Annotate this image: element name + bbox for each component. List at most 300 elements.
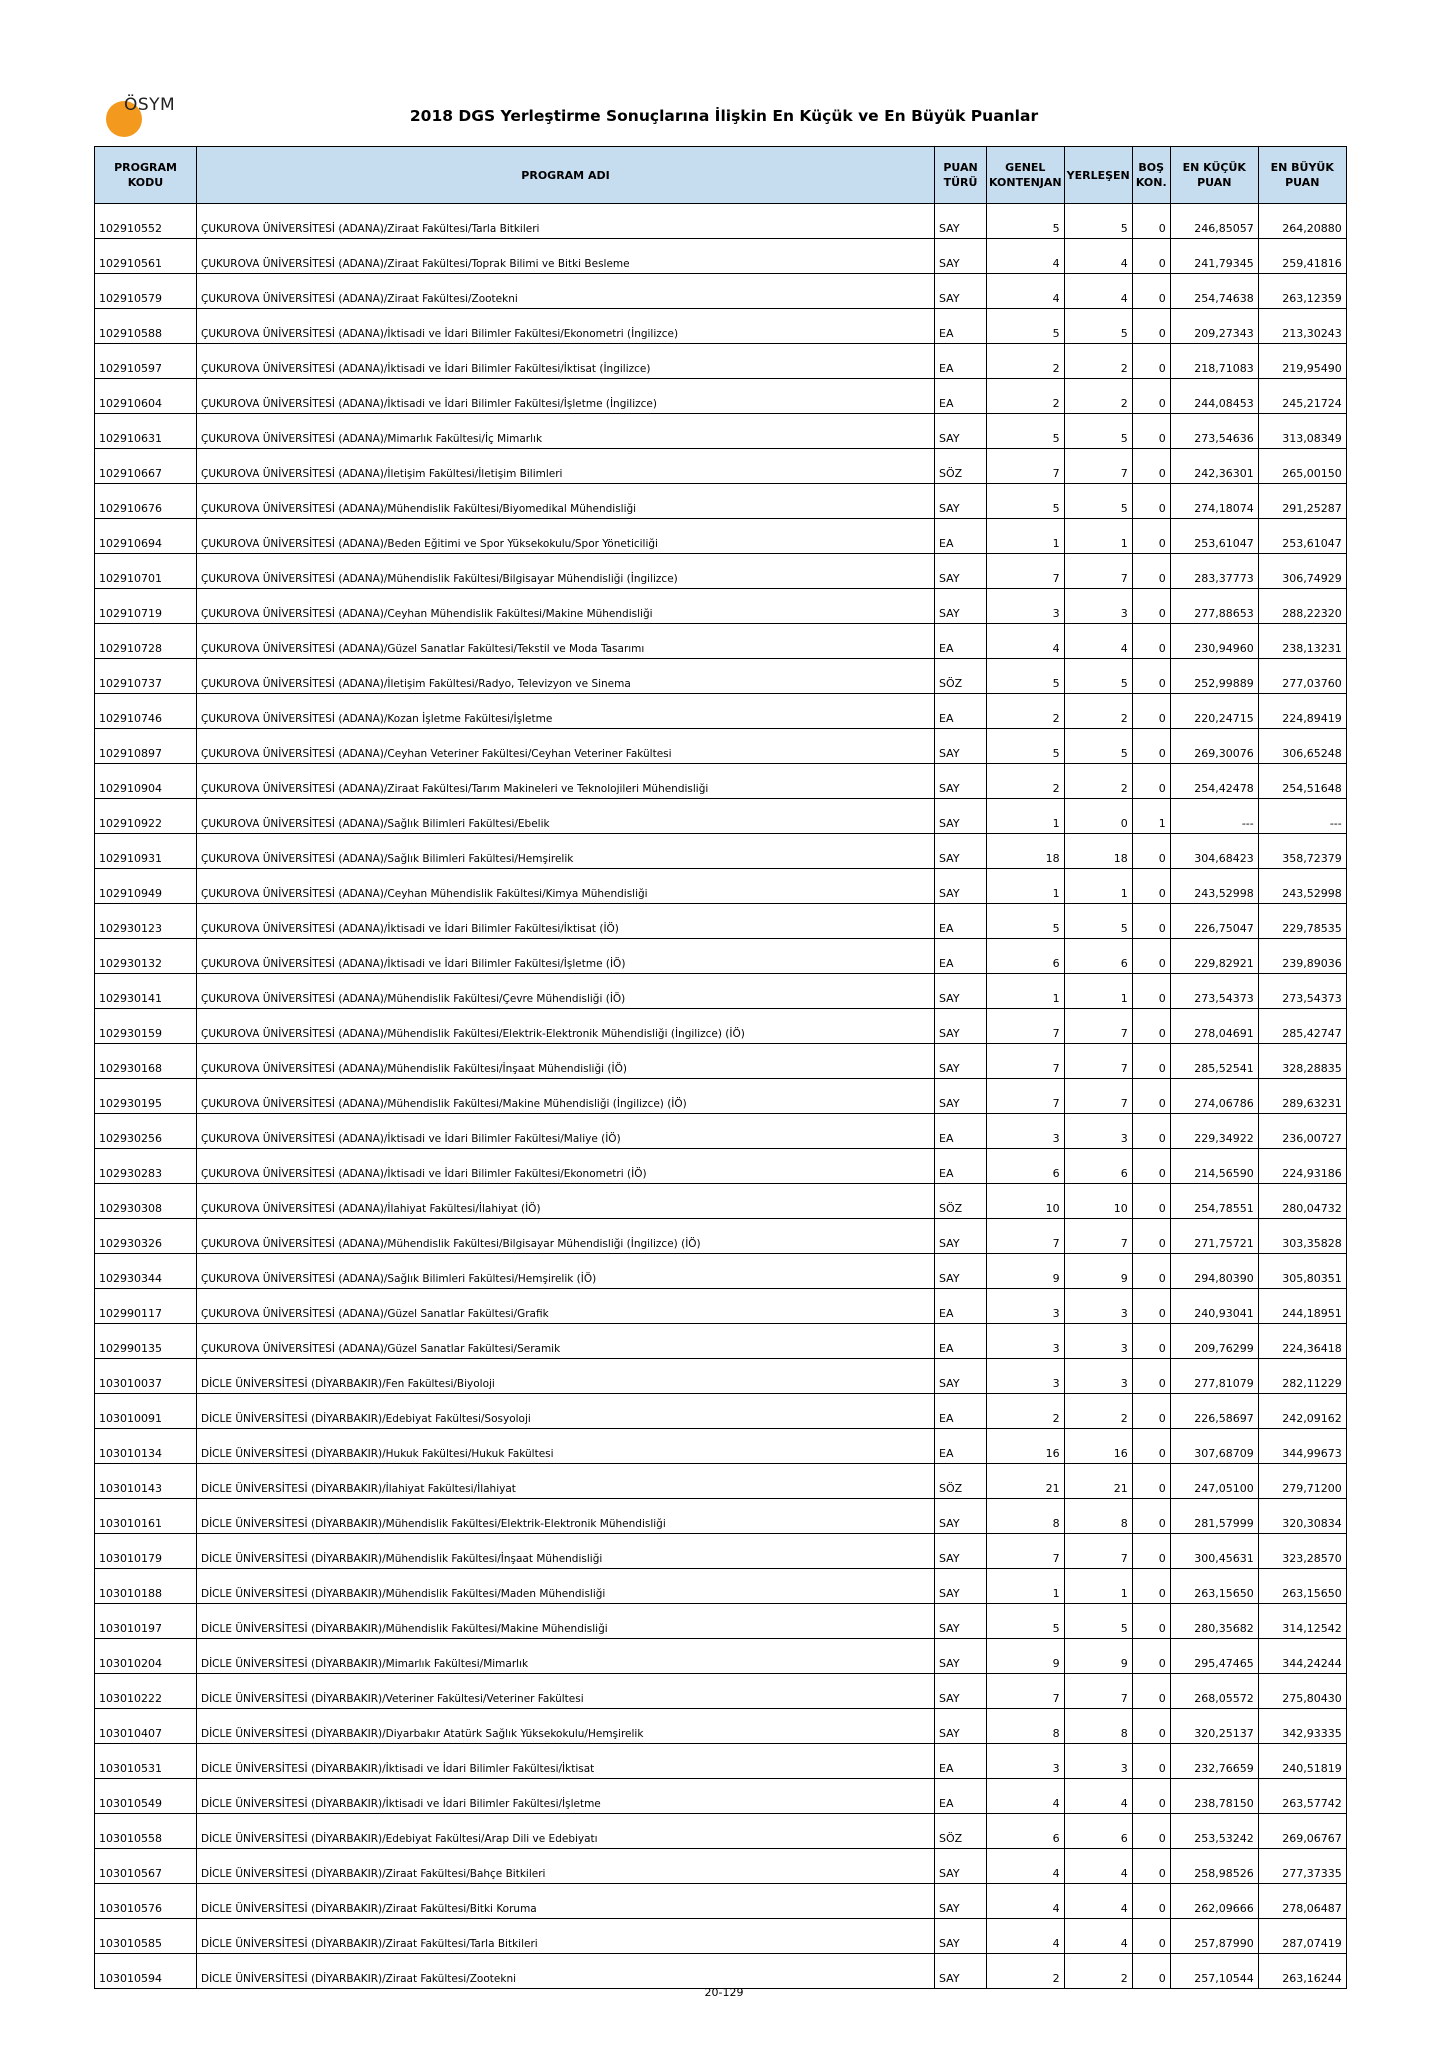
cell-min-score: 209,27343: [1170, 309, 1258, 344]
cell-min-score: 263,15650: [1170, 1569, 1258, 1604]
cell-placed: 4: [1064, 624, 1132, 659]
cell-score-type: EA: [935, 1114, 987, 1149]
cell-max-score: 358,72379: [1258, 834, 1346, 869]
cell-program-name: ÇUKUROVA ÜNİVERSİTESİ (ADANA)/Sağlık Bilimleri Fakültesi/Ebelik: [197, 799, 935, 834]
cell-empty-quota: 0: [1132, 239, 1170, 274]
cell-min-score: 218,71083: [1170, 344, 1258, 379]
header-yerlesen: YERLEŞEN: [1064, 147, 1132, 204]
cell-program-name: DİCLE ÜNİVERSİTESİ (DİYARBAKIR)/Hukuk Fakültesi/Hukuk Fakültesi: [197, 1429, 935, 1464]
cell-score-type: EA: [935, 379, 987, 414]
cell-score-type: EA: [935, 1779, 987, 1814]
cell-min-score: 274,18074: [1170, 484, 1258, 519]
cell-program-name: ÇUKUROVA ÜNİVERSİTESİ (ADANA)/Sağlık Bilimleri Fakültesi/Hemşirelik: [197, 834, 935, 869]
cell-max-score: 280,04732: [1258, 1184, 1346, 1219]
cell-score-type: SAY: [935, 1569, 987, 1604]
cell-max-score: 224,89419: [1258, 694, 1346, 729]
cell-placed: 3: [1064, 1324, 1132, 1359]
cell-empty-quota: 0: [1132, 1604, 1170, 1639]
cell-min-score: 281,57999: [1170, 1499, 1258, 1534]
cell-score-type: SAY: [935, 554, 987, 589]
table-row: [95, 1954, 1347, 1989]
cell-program-code: 102910931: [95, 834, 197, 869]
cell-min-score: 278,04691: [1170, 1009, 1258, 1044]
cell-general-quota: 6: [987, 1814, 1065, 1849]
cell-empty-quota: 0: [1132, 1149, 1170, 1184]
cell-max-score: 313,08349: [1258, 414, 1346, 449]
cell-general-quota: 6: [987, 1149, 1065, 1184]
cell-score-type: SAY: [935, 1534, 987, 1569]
cell-program-code: 102910667: [95, 449, 197, 484]
cell-score-type: SAY: [935, 1009, 987, 1044]
cell-min-score: 232,76659: [1170, 1744, 1258, 1779]
cell-empty-quota: 0: [1132, 1569, 1170, 1604]
cell-program-code: 103010134: [95, 1429, 197, 1464]
cell-program-code: 102910552: [95, 204, 197, 239]
cell-placed: 16: [1064, 1429, 1132, 1464]
cell-max-score: 277,37335: [1258, 1849, 1346, 1884]
cell-program-name: DİCLE ÜNİVERSİTESİ (DİYARBAKIR)/Ziraat Fakültesi/Bitki Koruma: [197, 1884, 935, 1919]
table-row: [95, 869, 1347, 904]
table-row: [95, 1744, 1347, 1779]
cell-min-score: 273,54636: [1170, 414, 1258, 449]
cell-score-type: SAY: [935, 1674, 987, 1709]
cell-program-name: ÇUKUROVA ÜNİVERSİTESİ (ADANA)/Mühendislik Fakültesi/Çevre Mühendisliği (İÖ): [197, 974, 935, 1009]
cell-general-quota: 7: [987, 554, 1065, 589]
cell-placed: 18: [1064, 834, 1132, 869]
cell-min-score: 257,10544: [1170, 1954, 1258, 1989]
cell-empty-quota: 0: [1132, 379, 1170, 414]
cell-max-score: 278,06487: [1258, 1884, 1346, 1919]
cell-min-score: 252,99889: [1170, 659, 1258, 694]
cell-program-code: 102910904: [95, 764, 197, 799]
cell-empty-quota: 0: [1132, 1534, 1170, 1569]
cell-max-score: 288,22320: [1258, 589, 1346, 624]
table-row: [95, 1079, 1347, 1114]
cell-empty-quota: 0: [1132, 414, 1170, 449]
cell-general-quota: 4: [987, 1884, 1065, 1919]
cell-placed: 4: [1064, 1779, 1132, 1814]
cell-score-type: SAY: [935, 1359, 987, 1394]
cell-placed: 2: [1064, 1954, 1132, 1989]
cell-score-type: SAY: [935, 1079, 987, 1114]
cell-min-score: 230,94960: [1170, 624, 1258, 659]
cell-score-type: SÖZ: [935, 1464, 987, 1499]
cell-max-score: 263,15650: [1258, 1569, 1346, 1604]
cell-program-code: 103010143: [95, 1464, 197, 1499]
table-row: [95, 379, 1347, 414]
table-row: [95, 274, 1347, 309]
table-row: [95, 1674, 1347, 1709]
cell-min-score: 262,09666: [1170, 1884, 1258, 1919]
cell-placed: 6: [1064, 1149, 1132, 1184]
cell-max-score: 240,51819: [1258, 1744, 1346, 1779]
cell-empty-quota: 0: [1132, 449, 1170, 484]
cell-score-type: EA: [935, 309, 987, 344]
table-row: [95, 974, 1347, 1009]
cell-max-score: 269,06767: [1258, 1814, 1346, 1849]
cell-placed: 10: [1064, 1184, 1132, 1219]
cell-program-name: ÇUKUROVA ÜNİVERSİTESİ (ADANA)/Mühendislik Fakültesi/Makine Mühendisliği (İngilizce) (İÖ): [197, 1079, 935, 1114]
cell-placed: 5: [1064, 659, 1132, 694]
cell-empty-quota: 0: [1132, 1884, 1170, 1919]
cell-placed: 2: [1064, 344, 1132, 379]
cell-program-name: DİCLE ÜNİVERSİTESİ (DİYARBAKIR)/İktisadi ve İdari Bilimler Fakültesi/İktisat: [197, 1744, 935, 1779]
table-row: [95, 764, 1347, 799]
table-row: [95, 1114, 1347, 1149]
cell-empty-quota: 0: [1132, 1499, 1170, 1534]
cell-program-name: ÇUKUROVA ÜNİVERSİTESİ (ADANA)/Ziraat Fakültesi/Toprak Bilimi ve Bitki Besleme: [197, 239, 935, 274]
cell-empty-quota: 0: [1132, 274, 1170, 309]
cell-general-quota: 16: [987, 1429, 1065, 1464]
table-row: [95, 239, 1347, 274]
cell-empty-quota: 0: [1132, 1639, 1170, 1674]
cell-max-score: 279,71200: [1258, 1464, 1346, 1499]
cell-placed: 1: [1064, 974, 1132, 1009]
table-row: [95, 1604, 1347, 1639]
cell-placed: 3: [1064, 1114, 1132, 1149]
cell-empty-quota: 0: [1132, 1184, 1170, 1219]
cell-general-quota: 21: [987, 1464, 1065, 1499]
cell-score-type: SÖZ: [935, 1184, 987, 1219]
cell-min-score: 220,24715: [1170, 694, 1258, 729]
cell-program-name: DİCLE ÜNİVERSİTESİ (DİYARBAKIR)/Ziraat Fakültesi/Bahçe Bitkileri: [197, 1849, 935, 1884]
cell-general-quota: 7: [987, 1534, 1065, 1569]
cell-program-name: ÇUKUROVA ÜNİVERSİTESİ (ADANA)/Sağlık Bilimleri Fakültesi/Hemşirelik (İÖ): [197, 1254, 935, 1289]
cell-empty-quota: 0: [1132, 519, 1170, 554]
cell-max-score: ---: [1258, 799, 1346, 834]
cell-placed: 0: [1064, 799, 1132, 834]
cell-placed: 1: [1064, 519, 1132, 554]
cell-score-type: EA: [935, 624, 987, 659]
cell-min-score: 295,47465: [1170, 1639, 1258, 1674]
cell-max-score: 289,63231: [1258, 1079, 1346, 1114]
table-row: [95, 1499, 1347, 1534]
cell-program-code: 102990117: [95, 1289, 197, 1324]
table-row: [95, 554, 1347, 589]
cell-max-score: 344,24244: [1258, 1639, 1346, 1674]
cell-program-name: ÇUKUROVA ÜNİVERSİTESİ (ADANA)/İktisadi ve İdari Bilimler Fakültesi/İktisat (İÖ): [197, 904, 935, 939]
cell-general-quota: 1: [987, 869, 1065, 904]
cell-placed: 9: [1064, 1639, 1132, 1674]
cell-empty-quota: 0: [1132, 309, 1170, 344]
cell-program-name: ÇUKUROVA ÜNİVERSİTESİ (ADANA)/İlahiyat Fakültesi/İlahiyat (İÖ): [197, 1184, 935, 1219]
cell-max-score: 259,41816: [1258, 239, 1346, 274]
cell-program-name: ÇUKUROVA ÜNİVERSİTESİ (ADANA)/İktisadi ve İdari Bilimler Fakültesi/İşletme (İngilizce): [197, 379, 935, 414]
cell-score-type: SAY: [935, 204, 987, 239]
cell-general-quota: 7: [987, 449, 1065, 484]
cell-general-quota: 2: [987, 379, 1065, 414]
cell-empty-quota: 0: [1132, 974, 1170, 1009]
cell-max-score: 224,36418: [1258, 1324, 1346, 1359]
cell-empty-quota: 0: [1132, 659, 1170, 694]
cell-program-code: 103010585: [95, 1919, 197, 1954]
cell-placed: 3: [1064, 1289, 1132, 1324]
cell-program-code: 102910719: [95, 589, 197, 624]
cell-placed: 2: [1064, 764, 1132, 799]
cell-program-code: 102910561: [95, 239, 197, 274]
cell-general-quota: 3: [987, 1324, 1065, 1359]
cell-score-type: EA: [935, 1429, 987, 1464]
cell-general-quota: 5: [987, 659, 1065, 694]
cell-score-type: SAY: [935, 1499, 987, 1534]
cell-min-score: 247,05100: [1170, 1464, 1258, 1499]
table-row: [95, 1849, 1347, 1884]
table-row: [95, 1359, 1347, 1394]
table-row: [95, 624, 1347, 659]
cell-min-score: 226,58697: [1170, 1394, 1258, 1429]
page-number: 20-129: [704, 1986, 744, 1999]
cell-score-type: SAY: [935, 1919, 987, 1954]
cell-empty-quota: 0: [1132, 729, 1170, 764]
cell-score-type: SAY: [935, 589, 987, 624]
table-row: [95, 1709, 1347, 1744]
cell-general-quota: 3: [987, 1744, 1065, 1779]
cell-placed: 5: [1064, 484, 1132, 519]
cell-program-name: ÇUKUROVA ÜNİVERSİTESİ (ADANA)/İletişim Fakültesi/İletişim Bilimleri: [197, 449, 935, 484]
page-title: 2018 DGS Yerleştirme Sonuçlarına İlişkin En Küçük ve En Büyük Puanlar: [409, 107, 1039, 125]
cell-program-code: 102910676: [95, 484, 197, 519]
cell-max-score: 275,80430: [1258, 1674, 1346, 1709]
cell-min-score: 280,35682: [1170, 1604, 1258, 1639]
cell-placed: 7: [1064, 1219, 1132, 1254]
cell-general-quota: 4: [987, 1779, 1065, 1814]
cell-max-score: 224,93186: [1258, 1149, 1346, 1184]
cell-min-score: 258,98526: [1170, 1849, 1258, 1884]
table-row: [95, 204, 1347, 239]
cell-general-quota: 8: [987, 1499, 1065, 1534]
cell-empty-quota: 0: [1132, 1324, 1170, 1359]
cell-max-score: 239,89036: [1258, 939, 1346, 974]
table-row: [95, 414, 1347, 449]
cell-score-type: SAY: [935, 1884, 987, 1919]
table-row: [95, 1184, 1347, 1219]
cell-placed: 4: [1064, 1849, 1132, 1884]
table-row: [95, 1464, 1347, 1499]
cell-program-name: ÇUKUROVA ÜNİVERSİTESİ (ADANA)/Ziraat Fakültesi/Tarla Bitkileri: [197, 204, 935, 239]
cell-score-type: SAY: [935, 1954, 987, 1989]
cell-general-quota: 2: [987, 1954, 1065, 1989]
cell-program-code: 103010197: [95, 1604, 197, 1639]
cell-empty-quota: 0: [1132, 1744, 1170, 1779]
cell-program-name: ÇUKUROVA ÜNİVERSİTESİ (ADANA)/Mimarlık Fakültesi/İç Mimarlık: [197, 414, 935, 449]
cell-program-code: 103010567: [95, 1849, 197, 1884]
cell-empty-quota: 0: [1132, 1009, 1170, 1044]
cell-score-type: SAY: [935, 414, 987, 449]
header-program-adi: PROGRAM ADI: [197, 147, 935, 204]
cell-min-score: 226,75047: [1170, 904, 1258, 939]
table-row: [95, 519, 1347, 554]
cell-general-quota: 3: [987, 1114, 1065, 1149]
header-row: [95, 147, 1347, 204]
cell-max-score: 314,12542: [1258, 1604, 1346, 1639]
cell-max-score: 264,20880: [1258, 204, 1346, 239]
cell-score-type: EA: [935, 1394, 987, 1429]
cell-max-score: 245,21724: [1258, 379, 1346, 414]
table-body: [95, 204, 1347, 1989]
cell-placed: 6: [1064, 939, 1132, 974]
table-row: [95, 1009, 1347, 1044]
cell-program-code: 103010531: [95, 1744, 197, 1779]
table-row: [95, 1429, 1347, 1464]
cell-score-type: EA: [935, 344, 987, 379]
cell-score-type: SAY: [935, 1219, 987, 1254]
cell-placed: 7: [1064, 1044, 1132, 1079]
cell-program-code: 102930132: [95, 939, 197, 974]
cell-min-score: 320,25137: [1170, 1709, 1258, 1744]
header-program-kodu: PROGRAM KODU: [95, 147, 197, 204]
cell-program-name: ÇUKUROVA ÜNİVERSİTESİ (ADANA)/İletişim Fakültesi/Radyo, Televizyon ve Sinema: [197, 659, 935, 694]
cell-empty-quota: 0: [1132, 764, 1170, 799]
table-row: [95, 1394, 1347, 1429]
cell-program-name: ÇUKUROVA ÜNİVERSİTESİ (ADANA)/Güzel Sanatlar Fakültesi/Grafik: [197, 1289, 935, 1324]
cell-min-score: 268,05572: [1170, 1674, 1258, 1709]
cell-score-type: SAY: [935, 484, 987, 519]
cell-min-score: 253,61047: [1170, 519, 1258, 554]
cell-min-score: 241,79345: [1170, 239, 1258, 274]
cell-empty-quota: 0: [1132, 1709, 1170, 1744]
cell-max-score: 238,13231: [1258, 624, 1346, 659]
table-row: [95, 1919, 1347, 1954]
cell-score-type: SAY: [935, 799, 987, 834]
cell-empty-quota: 0: [1132, 484, 1170, 519]
cell-empty-quota: 0: [1132, 554, 1170, 589]
cell-general-quota: 9: [987, 1254, 1065, 1289]
cell-score-type: EA: [935, 939, 987, 974]
cell-program-code: 103010549: [95, 1779, 197, 1814]
cell-max-score: 219,95490: [1258, 344, 1346, 379]
cell-score-type: SAY: [935, 1709, 987, 1744]
cell-general-quota: 9: [987, 1639, 1065, 1674]
cell-program-code: 102930308: [95, 1184, 197, 1219]
cell-general-quota: 6: [987, 939, 1065, 974]
cell-general-quota: 1: [987, 799, 1065, 834]
cell-max-score: 323,28570: [1258, 1534, 1346, 1569]
cell-program-code: 103010161: [95, 1499, 197, 1534]
cell-program-code: 103010179: [95, 1534, 197, 1569]
cell-program-code: 102930123: [95, 904, 197, 939]
table-row: [95, 1779, 1347, 1814]
cell-placed: 5: [1064, 309, 1132, 344]
cell-placed: 7: [1064, 1674, 1132, 1709]
cell-program-name: ÇUKUROVA ÜNİVERSİTESİ (ADANA)/İktisadi ve İdari Bilimler Fakültesi/İşletme (İÖ): [197, 939, 935, 974]
cell-empty-quota: 0: [1132, 1359, 1170, 1394]
cell-general-quota: 5: [987, 904, 1065, 939]
cell-general-quota: 7: [987, 1044, 1065, 1079]
cell-empty-quota: 0: [1132, 1849, 1170, 1884]
cell-empty-quota: 0: [1132, 1114, 1170, 1149]
cell-program-code: 102990135: [95, 1324, 197, 1359]
cell-empty-quota: 0: [1132, 834, 1170, 869]
cell-program-code: 102930159: [95, 1009, 197, 1044]
cell-program-code: 103010204: [95, 1639, 197, 1674]
cell-max-score: 342,93335: [1258, 1709, 1346, 1744]
cell-program-name: ÇUKUROVA ÜNİVERSİTESİ (ADANA)/Ziraat Fakültesi/Tarım Makineleri ve Teknolojileri Mühendisliği: [197, 764, 935, 799]
cell-placed: 4: [1064, 274, 1132, 309]
cell-score-type: EA: [935, 1324, 987, 1359]
cell-program-code: 103010037: [95, 1359, 197, 1394]
cell-empty-quota: 0: [1132, 1289, 1170, 1324]
cell-program-name: ÇUKUROVA ÜNİVERSİTESİ (ADANA)/İktisadi ve İdari Bilimler Fakültesi/Ekonometri (İngilizce): [197, 309, 935, 344]
cell-placed: 2: [1064, 1394, 1132, 1429]
cell-general-quota: 7: [987, 1674, 1065, 1709]
cell-placed: 6: [1064, 1814, 1132, 1849]
cell-empty-quota: 0: [1132, 1219, 1170, 1254]
cell-program-code: 102910737: [95, 659, 197, 694]
cell-program-name: DİCLE ÜNİVERSİTESİ (DİYARBAKIR)/Diyarbakır Atatürk Sağlık Yüksekokulu/Hemşirelik: [197, 1709, 935, 1744]
cell-score-type: EA: [935, 1744, 987, 1779]
cell-program-code: 102910746: [95, 694, 197, 729]
cell-score-type: SAY: [935, 729, 987, 764]
cell-placed: 5: [1064, 904, 1132, 939]
cell-score-type: SÖZ: [935, 659, 987, 694]
cell-empty-quota: 0: [1132, 1919, 1170, 1954]
cell-program-name: DİCLE ÜNİVERSİTESİ (DİYARBAKIR)/Mühendislik Fakültesi/Elektrik-Elektronik Mühendisliği: [197, 1499, 935, 1534]
cell-general-quota: 5: [987, 414, 1065, 449]
cell-general-quota: 10: [987, 1184, 1065, 1219]
cell-empty-quota: 0: [1132, 1079, 1170, 1114]
cell-score-type: SAY: [935, 239, 987, 274]
cell-max-score: 265,00150: [1258, 449, 1346, 484]
cell-program-name: ÇUKUROVA ÜNİVERSİTESİ (ADANA)/İktisadi ve İdari Bilimler Fakültesi/İktisat (İngilizce): [197, 344, 935, 379]
cell-min-score: 214,56590: [1170, 1149, 1258, 1184]
cell-program-code: 102910604: [95, 379, 197, 414]
header-bos-kon: BOŞ KON.: [1132, 147, 1170, 204]
cell-max-score: 305,80351: [1258, 1254, 1346, 1289]
cell-min-score: 229,82921: [1170, 939, 1258, 974]
table-row: [95, 939, 1347, 974]
cell-placed: 7: [1064, 1009, 1132, 1044]
cell-score-type: EA: [935, 694, 987, 729]
table-row: [95, 659, 1347, 694]
cell-program-code: 102930256: [95, 1114, 197, 1149]
cell-min-score: 238,78150: [1170, 1779, 1258, 1814]
table-row: [95, 729, 1347, 764]
cell-placed: 5: [1064, 729, 1132, 764]
cell-general-quota: 5: [987, 309, 1065, 344]
cell-program-code: 103010222: [95, 1674, 197, 1709]
table-row: [95, 834, 1347, 869]
cell-max-score: 320,30834: [1258, 1499, 1346, 1534]
cell-empty-quota: 0: [1132, 1464, 1170, 1499]
cell-general-quota: 5: [987, 204, 1065, 239]
cell-score-type: EA: [935, 904, 987, 939]
cell-max-score: 291,25287: [1258, 484, 1346, 519]
cell-empty-quota: 0: [1132, 344, 1170, 379]
cell-placed: 4: [1064, 1884, 1132, 1919]
table-row: [95, 1044, 1347, 1079]
cell-program-code: 102910597: [95, 344, 197, 379]
cell-min-score: ---: [1170, 799, 1258, 834]
cell-score-type: SÖZ: [935, 449, 987, 484]
cell-empty-quota: 0: [1132, 1674, 1170, 1709]
logo-text: ÖSYM: [124, 95, 176, 115]
cell-min-score: 300,45631: [1170, 1534, 1258, 1569]
cell-program-name: ÇUKUROVA ÜNİVERSİTESİ (ADANA)/Ceyhan Mühendislik Fakültesi/Kimya Mühendisliği: [197, 869, 935, 904]
cell-max-score: 229,78535: [1258, 904, 1346, 939]
cell-program-name: ÇUKUROVA ÜNİVERSİTESİ (ADANA)/Ceyhan Veteriner Fakültesi/Ceyhan Veteriner Fakültesi: [197, 729, 935, 764]
cell-program-code: 103010188: [95, 1569, 197, 1604]
cell-max-score: 306,74929: [1258, 554, 1346, 589]
cell-max-score: 244,18951: [1258, 1289, 1346, 1324]
cell-empty-quota: 0: [1132, 694, 1170, 729]
table-row: [95, 1534, 1347, 1569]
cell-max-score: 243,52998: [1258, 869, 1346, 904]
cell-empty-quota: 0: [1132, 589, 1170, 624]
cell-min-score: 243,52998: [1170, 869, 1258, 904]
cell-general-quota: 8: [987, 1709, 1065, 1744]
cell-placed: 4: [1064, 239, 1132, 274]
cell-program-code: 102930344: [95, 1254, 197, 1289]
